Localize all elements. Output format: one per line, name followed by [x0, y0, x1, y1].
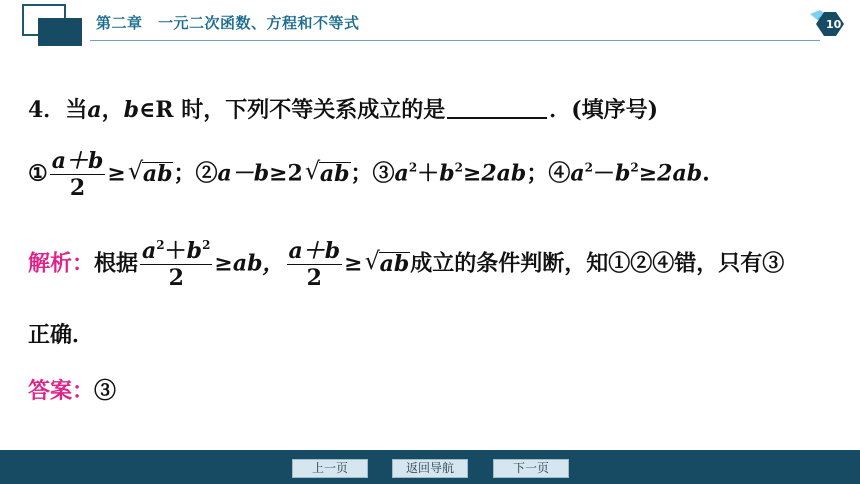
var-b: b [439, 160, 455, 187]
exponent: 2 [408, 160, 418, 175]
option-2-mark: ② [195, 160, 218, 187]
option-1-relation: ≥ [107, 160, 126, 187]
answer-label: 答案： [28, 378, 95, 404]
next-page-button[interactable]: 下一页 [493, 459, 569, 478]
analysis-text-1: 根据 [94, 250, 139, 277]
analysis-text-2: 成立的条件判断，知①②④错，只有③ [410, 250, 785, 277]
fraction-numerator [140, 238, 212, 265]
analysis-continuation [28, 318, 94, 349]
question-number: 4． [28, 97, 66, 123]
option-3-mark: ③ [372, 160, 395, 187]
analysis-fraction-1 [140, 238, 212, 291]
minus-sign: － [592, 160, 615, 187]
fraction-numerator: a＋b [288, 238, 341, 264]
question-stem [28, 93, 658, 124]
var-a: a [142, 238, 157, 264]
option-2-relation: ≥2 [269, 160, 303, 187]
plus-sign: ＋ [164, 238, 187, 264]
answer-line [28, 374, 116, 405]
fraction-denominator: 2 [168, 265, 184, 291]
option-4-rhs: ≥2ab [638, 160, 703, 187]
analysis-relation-1: ≥ab， [214, 250, 285, 277]
navigation-bar [0, 450, 860, 484]
option-2-lhs: a－b [217, 160, 270, 187]
period: . [702, 160, 710, 187]
analysis-line [28, 238, 784, 291]
header-divider [90, 40, 820, 41]
exponent: 2 [454, 160, 463, 175]
sqrt-expression [127, 156, 174, 187]
var-a: a [394, 160, 409, 187]
var-b: b [186, 238, 203, 264]
option-1-mark: ① [28, 160, 48, 187]
radicand: ab [142, 160, 173, 187]
options-line [28, 148, 710, 201]
analysis-text-3: 正确． [28, 322, 95, 348]
var-a: a [570, 160, 585, 187]
fraction-denominator: 2 [306, 265, 322, 291]
stem-text-2: ∈R 时，下列不等关系成立的是 [139, 97, 446, 123]
var-a: a [87, 97, 102, 123]
radicand: ab [319, 160, 350, 187]
var-b: b [615, 160, 631, 187]
option-1-fraction [50, 148, 106, 201]
plus-sign: ＋ [417, 160, 440, 187]
comma: ， [101, 97, 124, 123]
logo-block [38, 18, 82, 46]
stem-text-3: ．(填序号) [549, 97, 659, 123]
chapter-title: 第二章 一元二次函数、方程和不等式 [96, 14, 360, 32]
radical-icon: √ [364, 246, 380, 275]
exponent: 2 [202, 238, 211, 252]
page-number: 10 [826, 18, 842, 31]
analysis-relation-2: ≥ [344, 250, 363, 277]
slide-header [0, 0, 860, 46]
fraction-denominator: 2 [69, 175, 86, 201]
exponent: 2 [156, 238, 165, 252]
analysis-label: 解析： [28, 250, 95, 277]
option-3-rhs: ≥2ab [462, 160, 527, 187]
answer-blank [447, 99, 547, 119]
radical-icon: √ [127, 156, 144, 185]
separator: ； [526, 160, 549, 187]
fraction-numerator: a＋b [51, 148, 104, 174]
sqrt-expression [304, 156, 351, 187]
exponent: 2 [630, 160, 639, 175]
analysis-fraction-2 [287, 238, 343, 291]
separator: ； [350, 160, 373, 187]
var-b: b [123, 97, 139, 123]
exponent: 2 [584, 160, 593, 175]
sqrt-expression [364, 246, 411, 277]
separator: ； [173, 160, 196, 187]
option-4-mark: ④ [548, 160, 571, 187]
radicand: ab [379, 250, 410, 277]
answer-value: ③ [94, 378, 117, 404]
stem-text-1: 当 [65, 97, 88, 123]
radical-icon: √ [304, 156, 321, 185]
prev-page-button[interactable]: 上一页 [292, 459, 368, 478]
back-to-nav-button[interactable]: 返回导航 [392, 459, 468, 478]
